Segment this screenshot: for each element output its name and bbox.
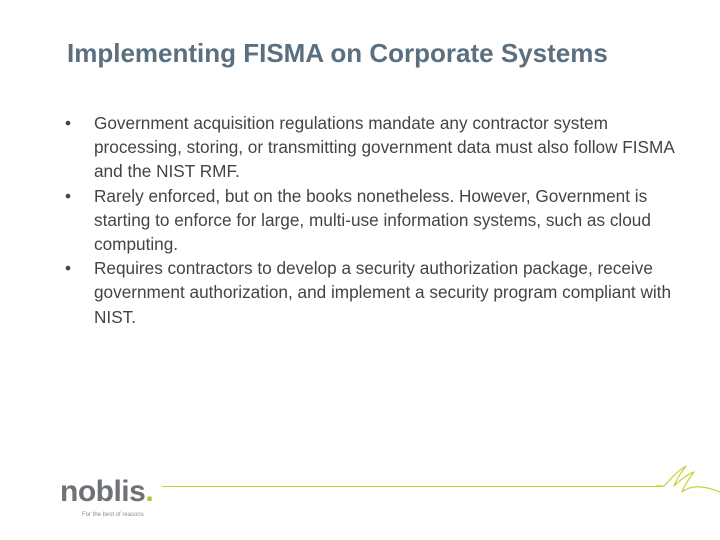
- bullet-item: [63, 111, 693, 184]
- bullet-text: Requires contractors to develop a security authorization package, receive government authorization, and implement a security program compliant with NIST.: [94, 258, 672, 327]
- logo-text: noblis: [60, 475, 146, 508]
- footer-swoosh-icon: [656, 462, 720, 502]
- slide-title: Implementing FISMA on Corporate Systems: [67, 38, 608, 68]
- bullet-marker: •: [65, 113, 72, 133]
- bullet-marker: •: [65, 258, 72, 279]
- bullet-item: [63, 184, 693, 257]
- logo-dot: .: [145, 475, 154, 508]
- bullet-item: [63, 256, 693, 329]
- bullet-text: Rarely enforced, but on the books nonetheless. However, Government is starting to enforce for large, multi-use information systems, such as cloud computing.: [94, 185, 651, 255]
- logo-wordmark: [60, 477, 153, 507]
- footer-divider-line: [162, 486, 662, 487]
- logo-tagline: For the best of reasons: [82, 512, 144, 518]
- bullet-marker: •: [65, 185, 72, 206]
- noblis-logo: [60, 477, 160, 521]
- bullet-list: [63, 111, 693, 329]
- bullet-text: Government acquisition regulations mandate any contractor system processing, storing, or transmitting government data must also follow FISMA and the NIST RMF.: [94, 113, 674, 182]
